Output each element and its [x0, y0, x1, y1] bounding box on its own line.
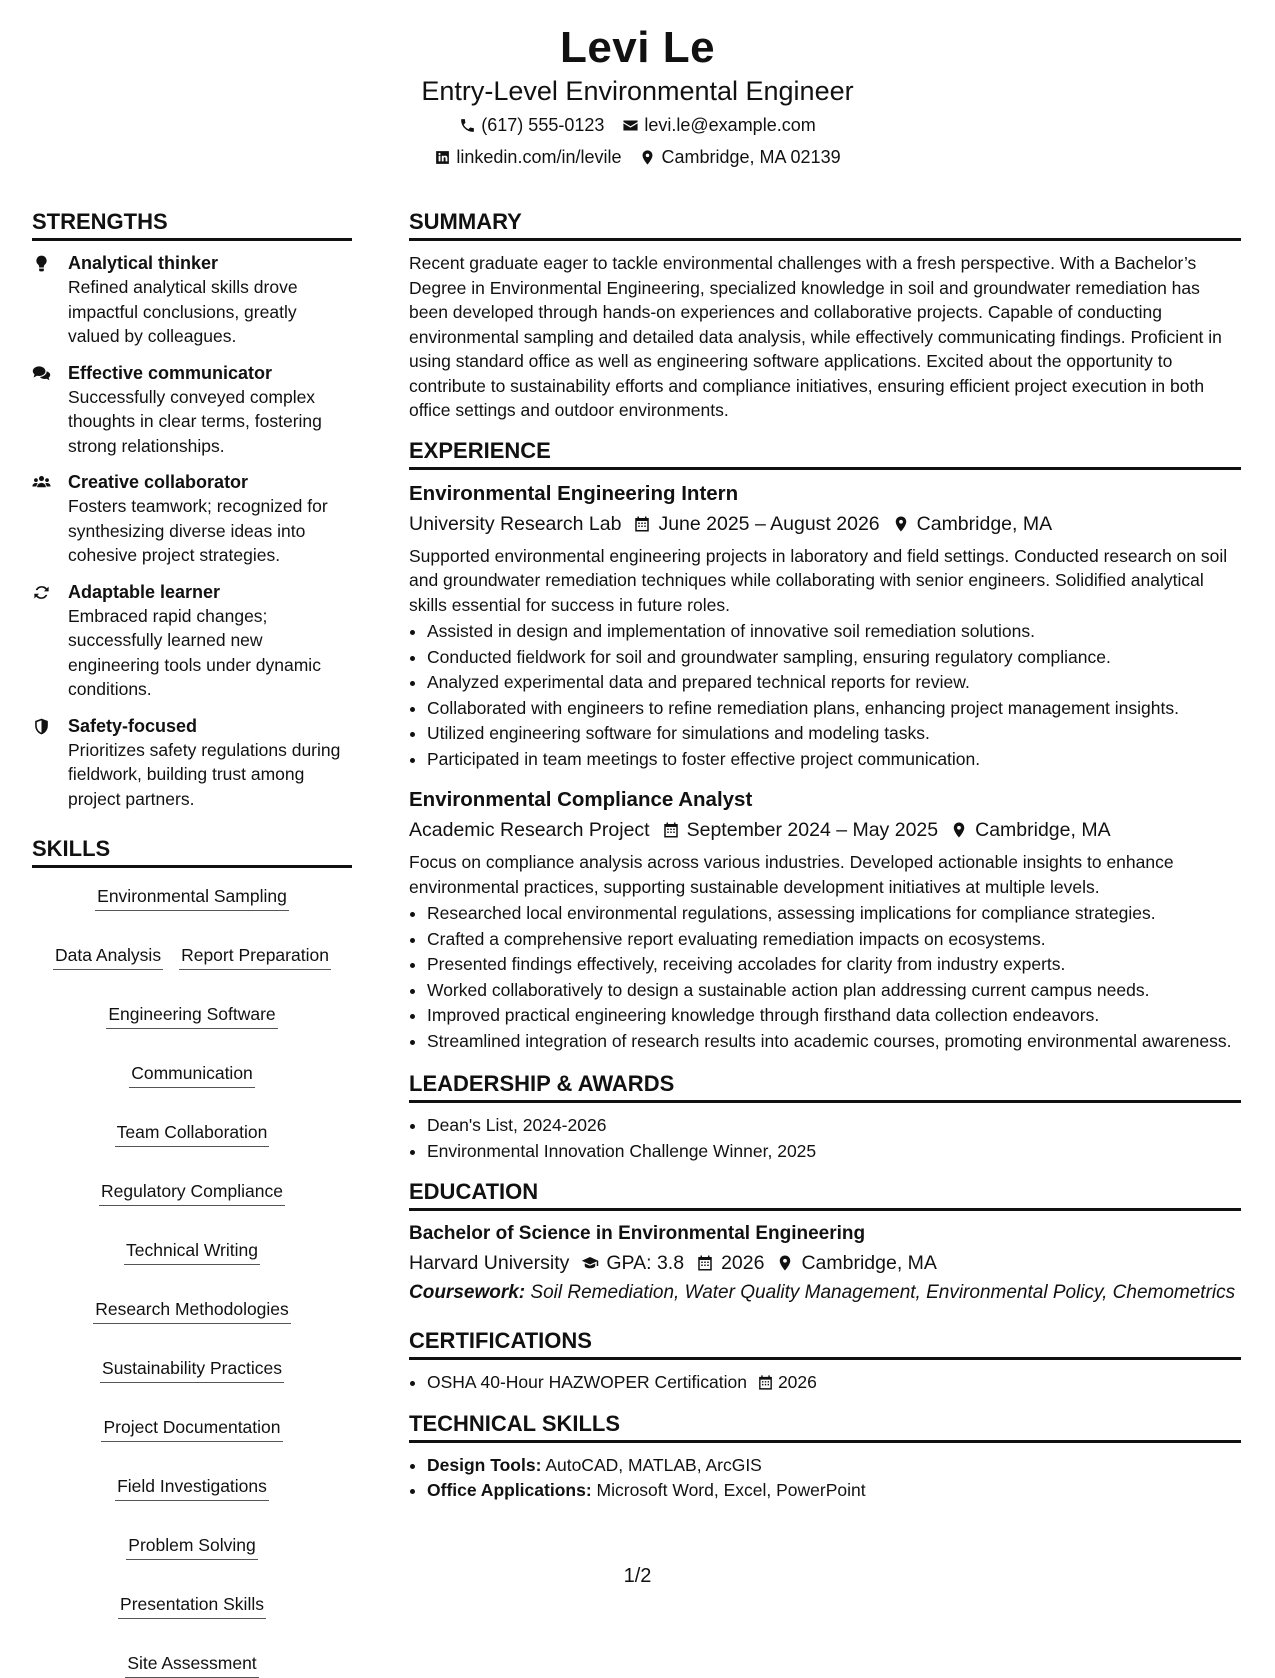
job-bullet: • Crafted a comprehensive report evaluating remediation impacts on ecosystems. — [427, 927, 1241, 953]
sync-icon — [32, 583, 51, 602]
strength-item — [32, 580, 352, 702]
skill-tag: Sustainability Practices — [100, 1356, 284, 1383]
grad-year-text: 2026 — [721, 1252, 765, 1274]
technical-skill-label: Design Tools: — [427, 1454, 542, 1475]
coursework-label: Coursework: — [409, 1282, 526, 1303]
strength-desc: Refined analytical skills drove impactful conclusions, greatly valued by colleagues. — [68, 277, 298, 346]
job-description: Focus on compliance analysis across various industries. Developed actionable insights to enhance environmental practices, supporting sustainable development initiatives at multiple levels. — [409, 852, 1174, 897]
skill-tag: Project Documentation — [101, 1415, 282, 1442]
job-dates-text: September 2024 – May 2025 — [686, 819, 939, 841]
job-bullet: • Researched local environmental regulations, assessing implications for compliance strategies. — [427, 901, 1241, 927]
certifications-list — [409, 1370, 1241, 1396]
job-bullet: • Collaborated with engineers to refine remediation plans, enhancing project management insights. — [427, 696, 1241, 722]
job-bullet: • Improved practical engineering knowledge through firsthand data collection endeavors. — [427, 1003, 1241, 1029]
job-title: Environmental Compliance Analyst — [409, 788, 753, 811]
summary-text: Recent graduate eager to tackle environmental challenges with a fresh perspective. With a Bachelor’s Degree in Environmental Engineering, specialized knowledge in soil and groundwater remediation has been developed through hands-on experiences and collaborative projects. Capable of conducting environmental sampling and detailed data analysis, while effectively communicating findings. Proficient in using standard office as well as engineering software applications. Excited about the opportunity to contribute to sustainability efforts and compliance initiatives, ensuring efficient project execution in both office settings and outdoor environments. — [409, 253, 1222, 420]
candidate-title: Entry-Level Environmental Engineer — [421, 76, 854, 106]
skill-tag: Environmental Sampling — [95, 884, 289, 911]
strength-item — [32, 361, 352, 459]
skill-tag: Team Collaboration — [115, 1120, 270, 1147]
strength-desc: Embraced rapid changes; successfully learned new engineering tools under dynamic conditions. — [68, 605, 321, 699]
linkedin-icon — [434, 149, 451, 166]
location-text: Cambridge, MA 02139 — [661, 147, 841, 167]
left-column — [32, 206, 352, 1678]
education-heading: EDUCATION — [409, 1176, 1241, 1211]
job-location-text: Cambridge, MA — [975, 819, 1111, 841]
strength-desc: Fosters teamwork; recognized for synthesizing diverse ideas into cohesive project strategies. — [68, 496, 328, 565]
job-bullet: • Conducted fieldwork for soil and groundwater sampling, ensuring regulatory compliance. — [427, 645, 1241, 671]
gpa — [581, 1249, 684, 1277]
job-location — [950, 816, 1110, 844]
skill-tag: Problem Solving — [126, 1533, 257, 1560]
technical-skill-value: AutoCAD, MATLAB, ArcGIS — [545, 1454, 762, 1475]
technical-skill-value: Microsoft Word, Excel, PowerPoint — [596, 1480, 866, 1500]
location-contact — [639, 144, 840, 170]
skill-tag: Presentation Skills — [118, 1592, 266, 1619]
job-meta — [409, 816, 1241, 844]
coursework — [409, 1281, 1241, 1305]
job-dates — [633, 510, 879, 538]
skill-tag: Site Assessment — [125, 1651, 258, 1678]
award-item: • Environmental Innovation Challenge Winner, 2025 — [427, 1139, 1241, 1165]
contact-row-2 — [0, 144, 1275, 170]
calendar-icon — [757, 1374, 774, 1391]
graduation-cap-icon — [581, 1254, 599, 1272]
skill-tag: Research Methodologies — [93, 1297, 291, 1324]
skill-tag: Data Analysis — [53, 943, 163, 970]
job-location-text: Cambridge, MA — [916, 512, 1053, 535]
job-dates — [662, 816, 939, 844]
skill-tag: Communication — [129, 1061, 255, 1088]
job-bullet: • Participated in team meetings to foster effective project communication. — [427, 747, 1241, 773]
map-marker-icon — [639, 149, 656, 166]
certifications-heading: CERTIFICATIONS — [409, 1325, 1241, 1360]
skill-tag: Engineering Software — [106, 1002, 277, 1029]
page-number: 1/2 — [623, 1565, 652, 1587]
job-entry — [409, 786, 1241, 1054]
job-bullets — [409, 901, 1241, 1054]
strength-item — [32, 714, 352, 812]
calendar-icon — [696, 1254, 714, 1272]
job-entry — [409, 480, 1241, 773]
job-location — [892, 510, 1052, 538]
job-bullet: • Streamlined integration of research results into academic courses, promoting environmental awareness. — [427, 1029, 1241, 1055]
map-marker-icon — [950, 821, 968, 839]
shield-icon — [32, 717, 51, 736]
right-column — [409, 206, 1241, 1504]
map-marker-icon — [776, 1254, 794, 1272]
awards-heading: LEADERSHIP & AWARDS — [409, 1068, 1241, 1103]
strengths-heading: STRENGTHS — [32, 206, 352, 241]
technical-skill-label: Office Applications: — [427, 1480, 592, 1500]
comments-icon — [32, 364, 51, 383]
education-location — [776, 1249, 936, 1277]
job-org: Academic Research Project — [409, 819, 650, 841]
skills-list — [32, 878, 352, 1678]
technical-skills-list — [409, 1453, 1241, 1504]
certification-item — [427, 1370, 1241, 1396]
summary-heading: SUMMARY — [409, 206, 1241, 241]
strength-item — [32, 251, 352, 349]
job-description: Supported environmental engineering projects in laboratory and field settings. Conducted research on soil and groundwater remediation techniques while collaborating with senior engineers. Solidified analytical skills essential for success in future roles. — [409, 545, 1228, 615]
strength-title: Adaptable learner — [68, 581, 221, 602]
phone-text: (617) 555-0123 — [481, 115, 605, 135]
map-marker-icon — [892, 515, 910, 533]
job-title: Environmental Engineering Intern — [409, 481, 739, 505]
candidate-name: Levi Le — [559, 23, 716, 72]
email-contact[interactable] — [622, 112, 815, 138]
job-org: University Research Lab — [409, 512, 622, 535]
job-bullet: • Utilized engineering software for simulations and modeling tasks. — [427, 721, 1241, 747]
calendar-icon — [633, 515, 651, 533]
skill-tag: Regulatory Compliance — [99, 1179, 285, 1206]
strength-title: Creative collaborator — [68, 472, 249, 492]
users-icon — [32, 473, 51, 492]
award-item: • Dean's List, 2024-2026 — [427, 1113, 1241, 1139]
linkedin-contact[interactable] — [434, 144, 621, 170]
envelope-icon — [622, 117, 639, 134]
contact-row-1 — [0, 112, 1275, 138]
skill-tag: Field Investigations — [115, 1474, 269, 1501]
strength-desc: Prioritizes safety regulations during fieldwork, building trust among project partners. — [68, 739, 341, 809]
awards-list — [409, 1113, 1241, 1164]
education-meta — [409, 1249, 1241, 1277]
email-text: levi.le@example.com — [644, 115, 816, 135]
linkedin-text: linkedin.com/in/levile — [456, 147, 622, 167]
gpa-text: GPA: 3.8 — [606, 1252, 685, 1274]
job-bullet: • Worked collaboratively to design a sustainable action plan addressing current campus needs. — [427, 978, 1241, 1004]
job-bullet: • Presented findings effectively, receiving accolades for clarity from industry experts. — [427, 952, 1241, 978]
school-name: Harvard University — [409, 1252, 570, 1274]
job-bullets — [409, 619, 1241, 772]
technical-skills-heading: TECHNICAL SKILLS — [409, 1408, 1241, 1443]
skill-tag: Report Preparation — [179, 943, 331, 970]
strength-title: Effective communicator — [68, 362, 273, 383]
experience-heading: EXPERIENCE — [409, 435, 1241, 470]
technical-skill-item — [427, 1478, 1241, 1504]
technical-skill-item — [427, 1453, 1241, 1479]
phone-contact[interactable] — [459, 112, 604, 138]
lightbulb-icon — [32, 254, 51, 273]
skill-tag: Technical Writing — [124, 1238, 260, 1265]
job-meta — [409, 510, 1241, 538]
strength-item — [32, 470, 352, 568]
certification-name: • OSHA 40-Hour HAZWOPER Certification — [427, 1372, 747, 1392]
skills-heading: SKILLS — [32, 833, 352, 868]
strength-title: Safety-focused — [68, 715, 198, 736]
degree-title: Bachelor of Science in Environmental Engineering — [409, 1223, 866, 1244]
phone-icon — [459, 117, 476, 134]
grad-year — [696, 1249, 764, 1277]
calendar-icon — [662, 821, 680, 839]
strength-title: Analytical thinker — [68, 253, 219, 273]
job-bullet: • Assisted in design and implementation of innovative soil remediation solutions. — [427, 619, 1241, 645]
coursework-text: Soil Remediation, Water Quality Management, Environmental Policy, Chemometrics — [530, 1282, 1236, 1303]
resume-header — [0, 22, 1275, 170]
job-dates-text: June 2025 – August 2026 — [658, 512, 880, 535]
job-bullet: • Analyzed experimental data and prepared technical reports for review. — [427, 670, 1241, 696]
strength-desc: Successfully conveyed complex thoughts in clear terms, fostering strong relationships. — [68, 386, 322, 456]
education-location-text: Cambridge, MA — [801, 1252, 937, 1274]
certification-year: 2026 — [777, 1372, 817, 1392]
